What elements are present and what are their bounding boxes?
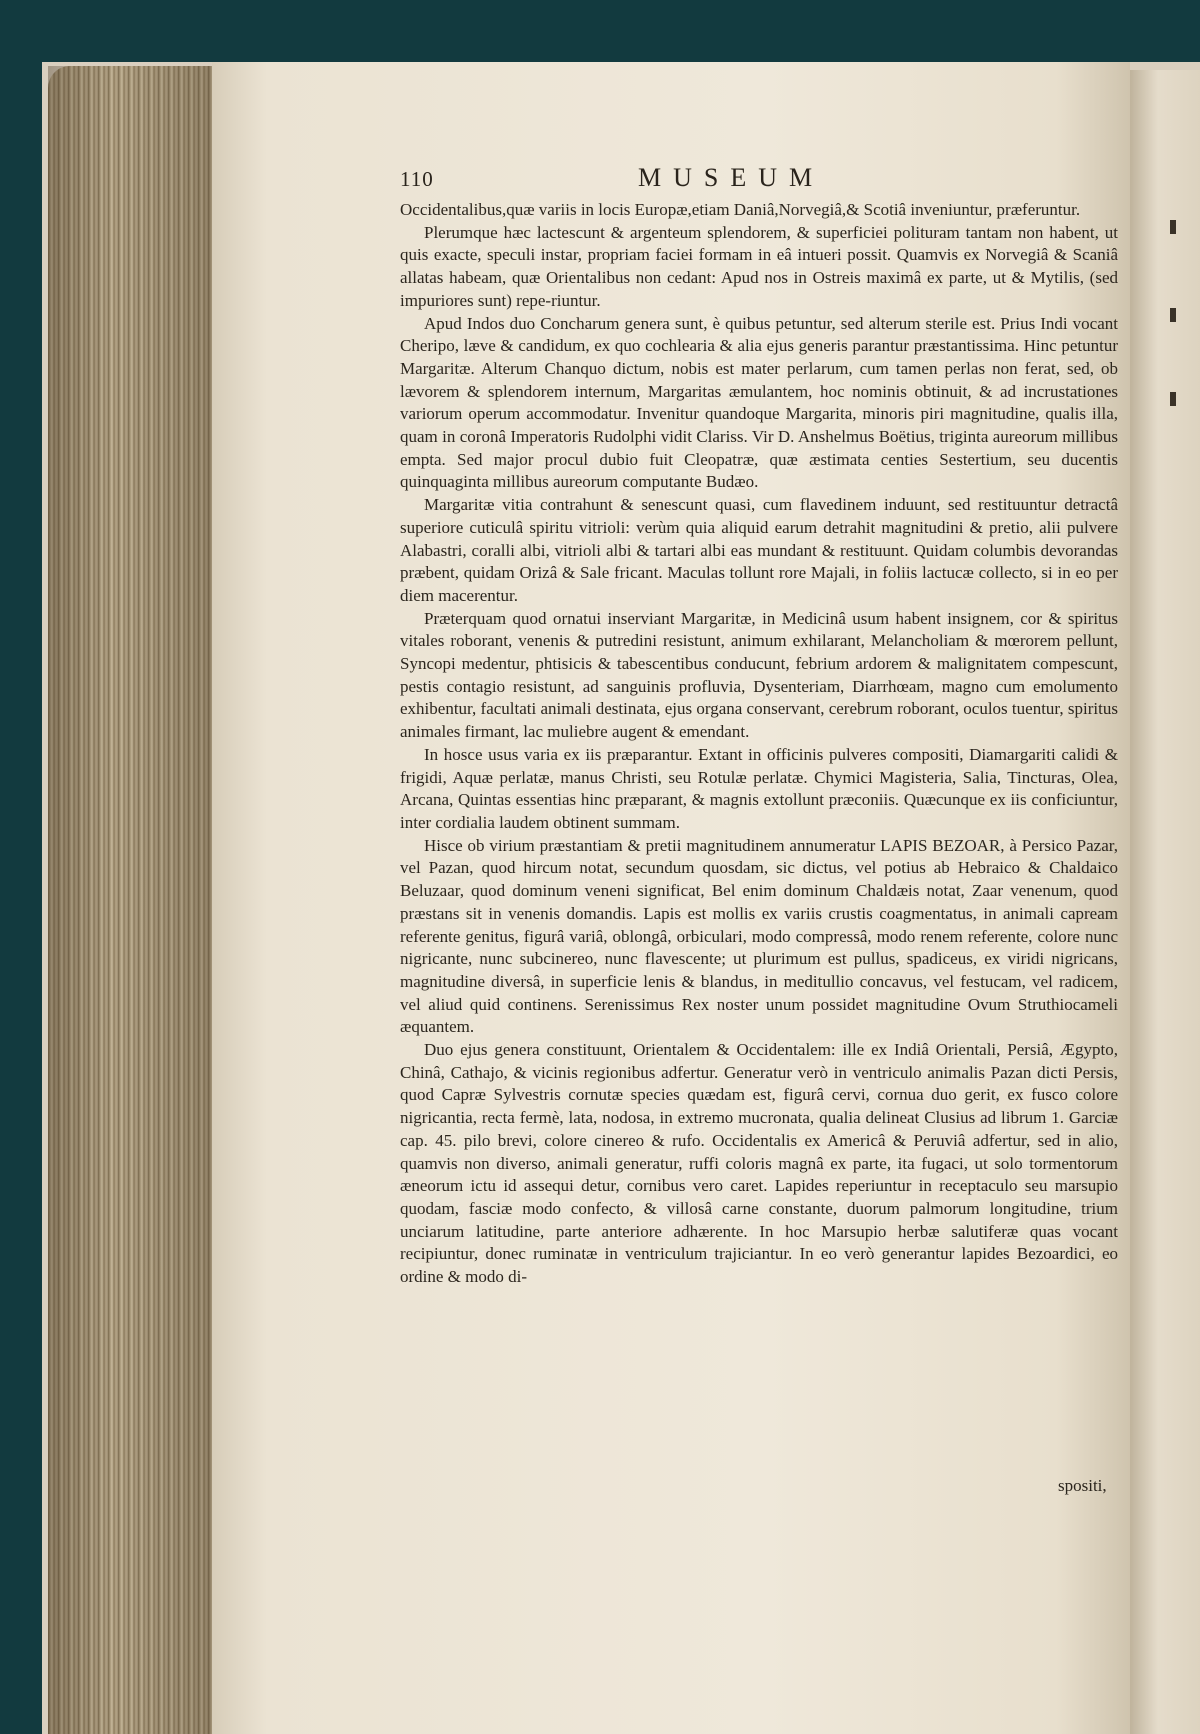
running-head: MUSEUM	[638, 163, 825, 192]
facing-page-glyph	[1170, 220, 1176, 234]
paragraph: Duo ejus genera constituunt, Orientalem & Occidentalem: ille ex Indiâ Orientali, Persiâ, Ægypto, Chinâ, Cathajo, & vicinis regionibus adfertur. Generatur verò in ventriculo animalis Pazan dicti Persis, quod Capræ Sylvestris cornutæ species quædam est, figurâ cervi, cornua duo gerit, ex fusco colore nigricantia, recta fermè, lata, nodosa, in extremo mucronata, qualia delineat Clusius ad librum 1. Garciæ cap. 45. pilo brevi, colore cinereo & rufo. Occidentalis ex Americâ & Peruviâ adfertur, sed in alio, quamvis non diverso, animali generatur, ruffi coloris magnâ ex parte, ita fugaci, ut solo tormentorum æneorum ictu id assequi detur, cornibus vero caret. Lapides reperiuntur in receptaculo seu marsupio quodam, fasciæ modo confecto, & villosâ carne constante, duorum palmorum longitudine, trium unciarum latitudine, parte anteriore adhærente. In hoc Marsupio herbæ salutiferæ quas vocant recipiuntur, donec ruminatæ in ventriculum trajiciantur. In eo verò generantur lapides Bezoardici, eo ordine & modo di-	[400, 1040, 1118, 1287]
paragraph: Apud Indos duo Concharum genera sunt, è quibus petuntur, sed alterum sterile est. Prius Indi vocant Cheripo, læve & candidum, ex quo cochlearia & alia ejus generis parantur præstantissima. Hinc petuntur Margaritæ. Alterum Chanquo dictum, nobis est mater perlarum, cum tamen perlas non ferat, sed, ob lævorem & splendorem internum, Margaritas æmulantem, hoc nominis obtinuit, & ad incrustationes variorum operum accommodatur. Invenitur quandoque Margarita, minoris piri magnitudine, qualis illa, quam in coronâ Imperatoris Rudolphi vidit Clariss. Vir D. Anshelmus Boëtius, triginta aureorum millibus empta. Sed major procul dubio fuit Cleopatræ, quæ æstimata centies Sestertium, seu ducentis quinquaginta millibus aureorum computante Budæo.	[400, 313, 1118, 492]
facing-page-glyph	[1170, 308, 1176, 322]
body-text	[400, 199, 1118, 1289]
facing-page-glyph	[1170, 392, 1176, 406]
page-number: 110	[400, 167, 434, 191]
catchword: spositi,	[1058, 1476, 1107, 1495]
facing-page-edge	[1130, 70, 1200, 1734]
paragraph: Occidentalibus,quæ variis in locis Europæ,etiam Daniâ,Norvegiâ,& Scotiâ inveniuntur, præferuntur.	[400, 200, 1081, 219]
paragraph: Hisce ob virium præstantiam & pretii magnitudinem annumeratur LAPIS BEZOAR, à Persico Pazar, vel Pazan, quod hircum notat, secundum quosdam, sic dictus, vel potius ab Hebraico & Chaldaico Beluzaar, quod dominum veneni significat, Bel enim dominum Chaldæis notat, Zaar venenum, quod præstans sit in venenis domandis. Lapis est mollis ex variis crustis coagmentatus, in animali capream referente genitus, figurâ variâ, oblongâ, orbiculari, modo compressâ, modo renem referente, colore nunc nigricante, nunc subcinereo, nunc flavescente; ut plurimum est pullus, spadiceus, ex viridi nigricans, magnitudine diversâ, in superficie lenis & blandus, in meditullio concavus, vel festucam, vel radicem, vel aliud quid continens. Serenissimus Rex noster unum possidet magnitudine Ovum Struthiocameli æquantem.	[400, 835, 1118, 1037]
paragraph: Præterquam quod ornatui inserviant Margaritæ, in Medicinâ usum habent insignem, cor & spiritus vitales roborant, venenis & putredini resistunt, animum exhilarant, Melancholiam & mœrorem pellunt, Syncopi medentur, phtisicis & tabescentibus conducunt, febrium ardorem & malignitatem compescunt, pestis contagio resistunt, ad sanguinis profluvia, Dysenteriam, Diarrhœam, magno cum emolumento exhibentur, facultati animali destinata, ejus organa conservant, cerebrum roborant, oculos tuentur, spiritus animales firmant, lac muliebre augent & emendant.	[400, 608, 1118, 742]
paragraph: In hosce usus varia ex iis præparantur. Extant in officinis pulveres compositi, Diamargariti calidi & frigidi, Aquæ perlatæ, manus Christi, seu Rotulæ perlatæ. Chymici Magisteria, Salia, Tincturas, Olea, Arcana, Quintas essentias hinc præparant, & magnis extollunt præconiis. Quæcunque ex iis conficiuntur, inter cordialia laudem obtinent summam.	[400, 744, 1118, 832]
page-edges	[48, 66, 212, 1734]
paragraph: Plerumque hæc lactescunt & argenteum splendorem, & superficiei polituram tantam non habent, ut quis exacte, speculi instar, propriam faciei formam in eâ intueri possit. Quamvis ex Norvegiâ & Scaniâ allatas habeam, quæ Orientalibus non cedant: Apud nos in Ostreis maximâ ex parte, ut & Mytilis, (sed impuriores sunt) repe-riuntur.	[400, 222, 1118, 310]
paragraph: Margaritæ vitia contrahunt & senescunt quasi, cum flavedinem induunt, sed restituuntur detractâ superiore cuticulâ spiritu vitrioli: verùm quia aliquid earum detrahit magnitudini & pretio, alii pulvere Alabastri, coralli albi, vitrioli albi & tartari albi eas mundant & restituunt. Quidam columbis devorandas præbent, quidam Orizâ & Sale fricant. Maculas tollunt rore Majali, in foliis lactucæ collecto, si in eo per diem macerentur.	[400, 495, 1118, 605]
page-header	[400, 163, 1120, 203]
